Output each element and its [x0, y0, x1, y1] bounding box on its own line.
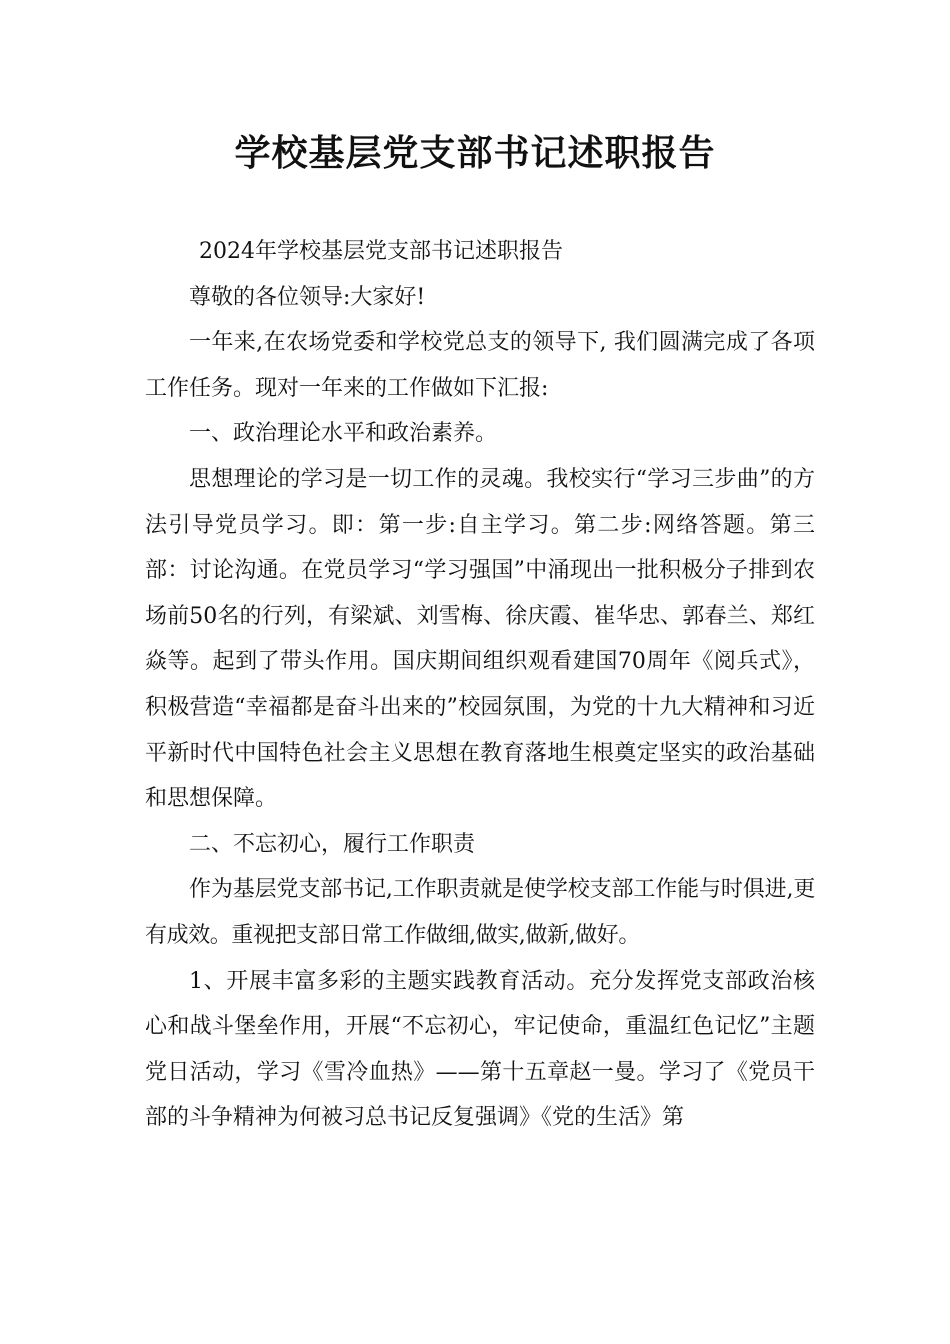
salutation: 尊敬的各位领导:大家好! [189, 284, 426, 310]
section-heading-1: 一、政治理论水平和政治素养。 [189, 421, 498, 447]
document-title: 学校基层党支部书记述职报告 [234, 133, 716, 174]
section-heading-2: 二、不忘初心，履行工作职责 [189, 831, 476, 857]
intro-paragraph: 一年来,在农场党委和学校党总支的领导下, 我们圆满完成了各项工作任务。现对一年来的工作做如下汇报: [145, 330, 815, 401]
section-1-paragraph: 思想理论的学习是一切工作的灵魂。我校实行“学习三步曲”的方法引导党员学习。即：第一步:自主学习。第二步:网络答题。第三部：讨论沟通。在党员学习“学习强国”中涌现出一批积极分子排到农场前50名的行列，有梁斌、刘雪梅、徐庆霞、崔华忠、郭春兰、郑红焱等。起到了带头作用。国庆期间组织观看建国70周年《阅兵式》，积极营造“幸福都是奋斗出来的”校园氛围，为党的十九大精神和习近平新时代中国特色社会主义思想在教育落地生根奠定坚实的政治基础和思想保障。 [145, 466, 815, 812]
section-2-paragraph: 作为基层党支部书记,工作职责就是使学校支部工作能与时俱进,更有成效。重视把支部日常工作做细,做实,做新,做好。 [145, 877, 815, 948]
report-subtitle: 2024年学校基层党支部书记述职报告 [199, 239, 563, 264]
item-1-paragraph: 1、开展丰富多彩的主题实践教育活动。充分发挥党支部政治核心和战斗堡垒作用，开展“不忘初心，牢记使命，重温红色记忆”主题党日活动，学习《雪冷血热》——第十五章赵一曼。学习了《党员干部的斗争精神为何被习总书记反复强调》《党的生活》第 [145, 968, 815, 1131]
document-body [145, 229, 815, 1141]
